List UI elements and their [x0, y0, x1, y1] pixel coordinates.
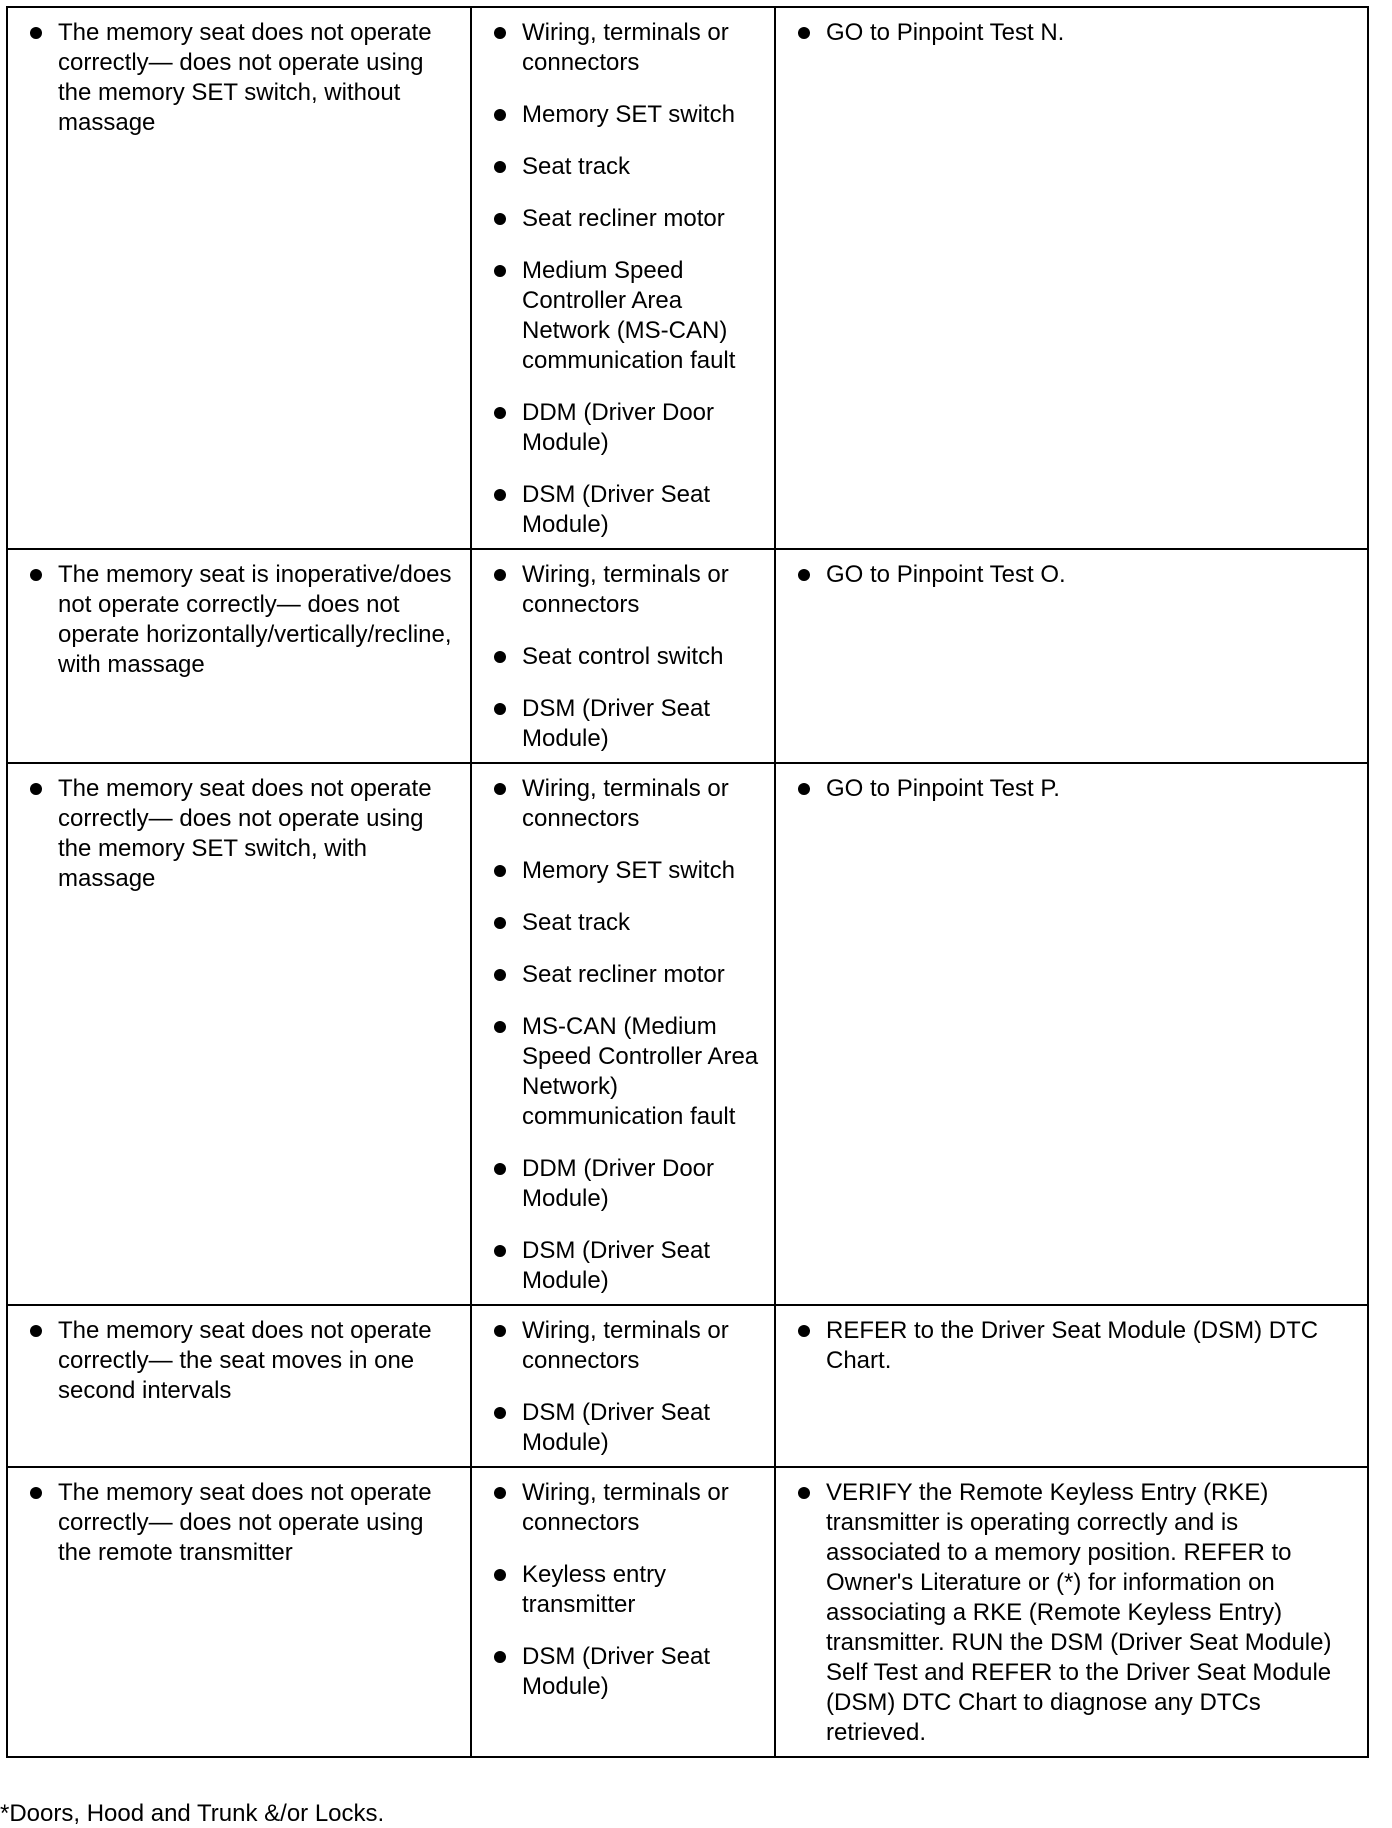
action-text: GO to Pinpoint Test P.	[826, 775, 1060, 802]
condition-text: The memory seat does not operate correctly— does not operate using the memory SET switch, without massage	[58, 19, 432, 136]
source-cell	[471, 7, 775, 549]
table-row	[7, 549, 1368, 763]
condition-cell	[7, 1305, 471, 1467]
source-text: DSM (Driver Seat Module)	[522, 1643, 711, 1700]
bullet-icon	[494, 1021, 506, 1033]
source-item	[492, 560, 762, 620]
action-cell	[775, 763, 1368, 1305]
bullet-icon	[494, 783, 506, 795]
source-item	[492, 960, 762, 990]
bullet-icon	[494, 265, 506, 277]
source-text: Seat track	[522, 153, 631, 180]
condition-item	[28, 560, 458, 680]
source-text: DSM (Driver Seat Module)	[522, 481, 711, 538]
source-item	[492, 100, 762, 130]
bullet-icon	[494, 1407, 506, 1419]
source-text: Memory SET switch	[522, 857, 735, 884]
bullet-icon	[494, 1245, 506, 1257]
condition-text: The memory seat does not operate correctly— does not operate using the remote transmitter	[58, 1479, 432, 1566]
condition-item	[28, 1316, 458, 1406]
bullet-icon	[30, 783, 42, 795]
bullet-icon	[494, 1325, 506, 1337]
bullet-icon	[494, 1651, 506, 1663]
bullet-icon	[30, 1325, 42, 1337]
source-item	[492, 256, 762, 376]
action-cell	[775, 7, 1368, 549]
source-item	[492, 152, 762, 182]
source-item	[492, 1642, 762, 1702]
source-item	[492, 856, 762, 886]
condition-text: The memory seat does not operate correctly— does not operate using the memory SET switch, with massage	[58, 775, 432, 892]
bullet-icon	[494, 651, 506, 663]
source-text: Wiring, terminals or connectors	[522, 19, 729, 76]
condition-item	[28, 774, 458, 894]
bullet-icon	[494, 703, 506, 715]
source-item	[492, 1316, 762, 1376]
condition-cell	[7, 763, 471, 1305]
symptom-table-body	[7, 7, 1368, 1757]
bullet-icon	[798, 27, 810, 39]
bullet-icon	[798, 783, 810, 795]
source-text: Seat recliner motor	[522, 205, 725, 232]
action-text: VERIFY the Remote Keyless Entry (RKE) transmitter is operating correctly and is associated to a memory position. REFER to Owner's Literature or (*) for information on associating a RKE (Remote Keyless Entry) transmitter. RUN the DSM (Driver Seat Module) Self Test and REFER to the Driver Seat Module (DSM) DTC Chart to diagnose any DTCs retrieved.	[826, 1479, 1332, 1746]
action-item	[796, 774, 1355, 804]
action-item	[796, 1316, 1355, 1376]
source-item	[492, 204, 762, 234]
source-item	[492, 908, 762, 938]
bullet-icon	[494, 865, 506, 877]
source-text: Seat control switch	[522, 643, 724, 670]
source-item	[492, 774, 762, 834]
source-item	[492, 694, 762, 754]
bullet-icon	[30, 569, 42, 581]
source-cell	[471, 1305, 775, 1467]
bullet-icon	[30, 1487, 42, 1499]
bullet-icon	[798, 1325, 810, 1337]
bullet-icon	[494, 213, 506, 225]
symptom-table	[6, 6, 1369, 1758]
bullet-icon	[494, 917, 506, 929]
source-item	[492, 1398, 762, 1458]
source-text: Wiring, terminals or connectors	[522, 561, 729, 618]
action-item	[796, 1478, 1355, 1748]
table-row	[7, 7, 1368, 549]
source-cell	[471, 549, 775, 763]
source-text: DSM (Driver Seat Module)	[522, 695, 711, 752]
source-text: DSM (Driver Seat Module)	[522, 1399, 711, 1456]
bullet-icon	[494, 489, 506, 501]
source-text: Wiring, terminals or connectors	[522, 775, 729, 832]
source-item	[492, 1560, 762, 1620]
condition-cell	[7, 7, 471, 549]
condition-text: The memory seat does not operate correctly— the seat moves in one second intervals	[58, 1317, 432, 1404]
source-text: DDM (Driver Door Module)	[522, 1155, 714, 1212]
source-item	[492, 1478, 762, 1538]
bullet-icon	[494, 569, 506, 581]
action-text: GO to Pinpoint Test O.	[826, 561, 1066, 588]
source-item	[492, 1236, 762, 1296]
action-item	[796, 560, 1355, 590]
bullet-icon	[494, 161, 506, 173]
source-item	[492, 642, 762, 672]
source-item	[492, 398, 762, 458]
source-text: Seat recliner motor	[522, 961, 725, 988]
bullet-icon	[494, 1163, 506, 1175]
action-cell	[775, 1467, 1368, 1757]
bullet-icon	[30, 27, 42, 39]
source-text: Memory SET switch	[522, 101, 735, 128]
source-cell	[471, 1467, 775, 1757]
action-item	[796, 18, 1355, 48]
source-text: Seat track	[522, 909, 631, 936]
source-item	[492, 480, 762, 540]
source-text: Keyless entry transmitter	[522, 1561, 667, 1618]
bullet-icon	[494, 1487, 506, 1499]
source-text: Medium Speed Controller Area Network (MS-CAN) communication fault	[522, 257, 736, 374]
action-text: REFER to the Driver Seat Module (DSM) DTC Chart.	[826, 1317, 1319, 1374]
condition-cell	[7, 549, 471, 763]
source-text: Wiring, terminals or connectors	[522, 1317, 729, 1374]
action-text: GO to Pinpoint Test N.	[826, 19, 1065, 46]
source-item	[492, 1012, 762, 1132]
source-text: DSM (Driver Seat Module)	[522, 1237, 711, 1294]
source-cell	[471, 763, 775, 1305]
bullet-icon	[494, 969, 506, 981]
table-row	[7, 1305, 1368, 1467]
footnote: *Doors, Hood and Trunk &/or Locks.	[0, 1800, 385, 1827]
condition-cell	[7, 1467, 471, 1757]
action-cell	[775, 1305, 1368, 1467]
source-text: DDM (Driver Door Module)	[522, 399, 714, 456]
condition-text: The memory seat is inoperative/does not operate correctly— does not operate horizontally/vertically/recline, with massage	[58, 561, 452, 678]
bullet-icon	[494, 1569, 506, 1581]
bullet-icon	[494, 407, 506, 419]
bullet-icon	[798, 1487, 810, 1499]
condition-item	[28, 1478, 458, 1568]
table-row	[7, 1467, 1368, 1757]
source-item	[492, 1154, 762, 1214]
table-row	[7, 763, 1368, 1305]
source-text: MS-CAN (Medium Speed Controller Area Network) communication fault	[522, 1013, 759, 1130]
condition-item	[28, 18, 458, 138]
source-text: Wiring, terminals or connectors	[522, 1479, 729, 1536]
action-cell	[775, 549, 1368, 763]
source-item	[492, 18, 762, 78]
bullet-icon	[494, 27, 506, 39]
bullet-icon	[798, 569, 810, 581]
bullet-icon	[494, 109, 506, 121]
